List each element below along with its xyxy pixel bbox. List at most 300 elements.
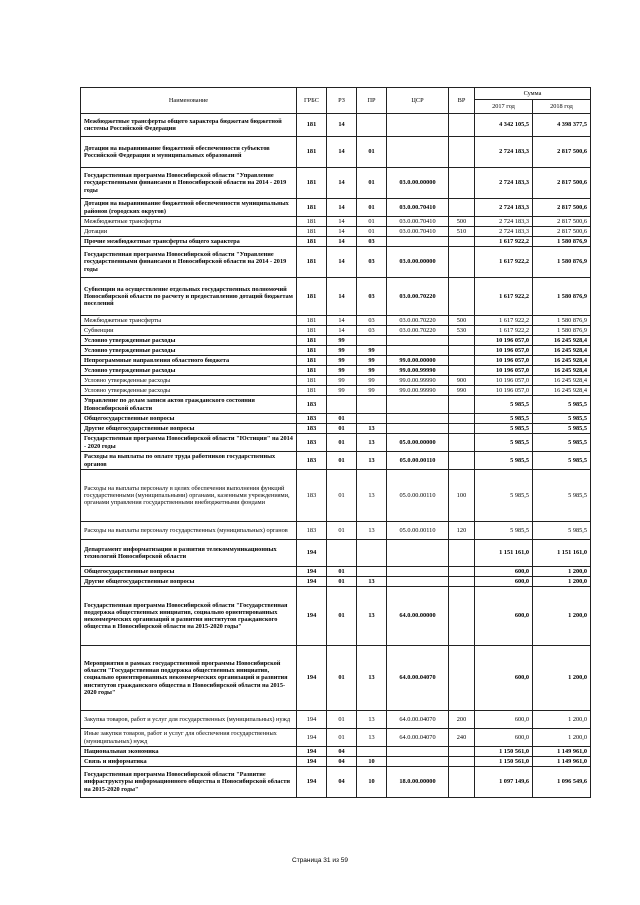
table-row [81, 747, 591, 757]
cell-sum-2017: 600,0 [475, 646, 533, 711]
cell-name: Условно утвержденные расходы [81, 346, 297, 356]
cell-grbs: 194 [297, 577, 327, 587]
cell-grbs: 181 [297, 247, 327, 278]
cell-sum-2017: 1 150 561,0 [475, 757, 533, 767]
cell-sum-2018: 2 817 500,6 [533, 217, 591, 227]
cell-csr: 05.0.00.00110 [387, 452, 449, 470]
cell-vr [449, 540, 475, 567]
cell-vr [449, 247, 475, 278]
cell-csr: 64.0.00.04070 [387, 729, 449, 747]
cell-sum-2017: 5 985,5 [475, 452, 533, 470]
cell-grbs: 194 [297, 767, 327, 798]
cell-sum-2018: 5 985,5 [533, 434, 591, 452]
cell-grbs: 181 [297, 326, 327, 336]
table-row [81, 199, 591, 217]
table-row [81, 386, 591, 396]
cell-csr: 03.0.00.70220 [387, 278, 449, 316]
table-row [81, 434, 591, 452]
cell-csr: 99.0.00.00000 [387, 356, 449, 366]
cell-rz: 01 [327, 522, 357, 540]
cell-rz: 01 [327, 470, 357, 522]
cell-grbs: 183 [297, 452, 327, 470]
cell-vr [449, 356, 475, 366]
table-row [81, 316, 591, 326]
cell-pr: 01 [357, 199, 387, 217]
cell-pr: 99 [357, 386, 387, 396]
cell-name: Государственная программа Новосибирской области "Управление государственными финансами в Новосибирской области на 2014 - 2019 годы [81, 247, 297, 278]
table-row [81, 567, 591, 577]
cell-sum-2018: 1 580 876,9 [533, 316, 591, 326]
cell-rz: 01 [327, 414, 357, 424]
cell-csr: 64.0.00.04070 [387, 711, 449, 729]
cell-sum-2018: 16 245 928,4 [533, 386, 591, 396]
cell-sum-2018: 4 398 377,5 [533, 114, 591, 137]
table-row [81, 278, 591, 316]
cell-rz: 01 [327, 587, 357, 646]
cell-sum-2017: 1 617 922,2 [475, 316, 533, 326]
cell-sum-2018: 1 149 961,0 [533, 757, 591, 767]
cell-pr: 01 [357, 137, 387, 168]
cell-sum-2018: 5 985,5 [533, 522, 591, 540]
cell-sum-2018: 1 580 876,9 [533, 278, 591, 316]
cell-csr [387, 114, 449, 137]
cell-csr [387, 414, 449, 424]
col-header-rz: РЗ [327, 88, 357, 114]
cell-rz: 01 [327, 577, 357, 587]
cell-sum-2018: 1 096 549,6 [533, 767, 591, 798]
cell-csr [387, 747, 449, 757]
cell-grbs: 194 [297, 587, 327, 646]
cell-csr: 05.0.00.00110 [387, 470, 449, 522]
table-row [81, 247, 591, 278]
cell-sum-2018: 2 817 500,6 [533, 168, 591, 199]
cell-name: Прочие межбюджетные трансферты общего характера [81, 237, 297, 247]
cell-rz: 14 [327, 217, 357, 227]
cell-csr [387, 137, 449, 168]
cell-csr: 03.0.00.70410 [387, 199, 449, 217]
table-row [81, 587, 591, 646]
cell-sum-2017: 10 196 057,0 [475, 366, 533, 376]
cell-sum-2018: 1 200,0 [533, 587, 591, 646]
cell-vr [449, 237, 475, 247]
cell-pr [357, 567, 387, 577]
cell-sum-2017: 600,0 [475, 729, 533, 747]
cell-sum-2017: 600,0 [475, 587, 533, 646]
cell-pr: 13 [357, 646, 387, 711]
cell-sum-2017: 2 724 183,3 [475, 137, 533, 168]
cell-name: Расходы на выплаты персоналу в целях обеспечения выполнения функций государственными (муниципальными) органами, казенными учреждениями, органами управления государственными внебюджетными фондами [81, 470, 297, 522]
table-row [81, 137, 591, 168]
cell-grbs: 183 [297, 434, 327, 452]
cell-vr [449, 434, 475, 452]
cell-pr: 99 [357, 366, 387, 376]
cell-grbs: 194 [297, 567, 327, 577]
cell-csr: 05.0.00.00000 [387, 434, 449, 452]
cell-vr [449, 587, 475, 646]
cell-csr: 03.0.00.70220 [387, 316, 449, 326]
cell-csr: 03.0.00.70220 [387, 326, 449, 336]
cell-grbs: 181 [297, 227, 327, 237]
cell-sum-2018: 5 985,5 [533, 396, 591, 414]
cell-name: Иные закупки товаров, работ и услуг для обеспечения государственных (муниципальных) нужд [81, 729, 297, 747]
cell-rz: 14 [327, 168, 357, 199]
cell-pr: 10 [357, 757, 387, 767]
cell-vr: 200 [449, 711, 475, 729]
cell-grbs: 194 [297, 540, 327, 567]
cell-name: Дотации на выравнивание бюджетной обеспеченности муниципальных районов (городских округов) [81, 199, 297, 217]
cell-grbs: 183 [297, 470, 327, 522]
cell-pr [357, 396, 387, 414]
cell-vr [449, 114, 475, 137]
col-header-2017: 2017 год [475, 100, 533, 114]
table-row [81, 577, 591, 587]
cell-name: Расходы на выплаты по оплате труда работников государственных органов [81, 452, 297, 470]
cell-vr: 530 [449, 326, 475, 336]
cell-pr: 03 [357, 278, 387, 316]
cell-sum-2017: 1 617 922,2 [475, 326, 533, 336]
cell-vr [449, 336, 475, 346]
cell-sum-2018: 16 245 928,4 [533, 366, 591, 376]
cell-rz: 99 [327, 356, 357, 366]
cell-sum-2017: 1 150 561,0 [475, 747, 533, 757]
cell-vr [449, 577, 475, 587]
cell-sum-2018: 16 245 928,4 [533, 346, 591, 356]
cell-rz: 01 [327, 452, 357, 470]
cell-grbs: 181 [297, 137, 327, 168]
col-header-sum: Сумма [475, 88, 591, 100]
cell-sum-2018: 1 200,0 [533, 567, 591, 577]
cell-name: Департамент информатизации и развития телекоммуникационных технологий Новосибирской области [81, 540, 297, 567]
cell-vr: 900 [449, 376, 475, 386]
cell-sum-2017: 2 724 183,3 [475, 199, 533, 217]
cell-sum-2018: 1 200,0 [533, 729, 591, 747]
cell-sum-2018: 5 985,5 [533, 470, 591, 522]
cell-name: Государственная программа Новосибирской области "Государственная поддержка общественных инициатив, социально ориентированных некоммерческих организаций и развития институтов гражданского общества в Новосибирской области на 2015-2020 годы" [81, 587, 297, 646]
cell-name: Условно утвержденные расходы [81, 366, 297, 376]
cell-name: Условно утвержденные расходы [81, 376, 297, 386]
cell-pr: 03 [357, 237, 387, 247]
cell-rz: 14 [327, 247, 357, 278]
cell-rz: 14 [327, 199, 357, 217]
cell-sum-2018: 1 200,0 [533, 577, 591, 587]
cell-pr: 13 [357, 470, 387, 522]
cell-sum-2018: 1 149 961,0 [533, 747, 591, 757]
cell-csr [387, 237, 449, 247]
cell-sum-2018: 1 200,0 [533, 711, 591, 729]
cell-vr [449, 757, 475, 767]
cell-name: Дотации [81, 227, 297, 237]
cell-grbs: 183 [297, 522, 327, 540]
cell-csr [387, 540, 449, 567]
cell-name: Государственная программа Новосибирской области "Юстиция" на 2014 - 2020 годы [81, 434, 297, 452]
table-row [81, 168, 591, 199]
cell-pr: 13 [357, 587, 387, 646]
cell-rz: 04 [327, 757, 357, 767]
cell-sum-2018: 5 985,5 [533, 424, 591, 434]
cell-sum-2017: 5 985,5 [475, 414, 533, 424]
col-header-csr: ЦСР [387, 88, 449, 114]
cell-grbs: 194 [297, 711, 327, 729]
cell-name: Национальная экономика [81, 747, 297, 757]
cell-rz: 01 [327, 711, 357, 729]
cell-sum-2017: 1 617 922,2 [475, 247, 533, 278]
cell-vr [449, 414, 475, 424]
cell-name: Дотации на выравнивание бюджетной обеспеченности субъектов Российской Федерации и муниципальных образований [81, 137, 297, 168]
page-footer: Страница 31 из 59 [292, 857, 348, 864]
cell-sum-2017: 600,0 [475, 711, 533, 729]
cell-name: Межбюджетные трансферты [81, 316, 297, 326]
cell-name: Условно утвержденные расходы [81, 386, 297, 396]
cell-grbs: 181 [297, 346, 327, 356]
table-row [81, 376, 591, 386]
budget-document [80, 87, 590, 798]
cell-vr: 500 [449, 316, 475, 326]
cell-rz: 14 [327, 278, 357, 316]
cell-name: Субвенции на осуществление отдельных государственных полномочий Новосибирской области по расчету и предоставлению дотаций бюджетам поселений [81, 278, 297, 316]
cell-pr: 13 [357, 522, 387, 540]
cell-rz: 04 [327, 747, 357, 757]
cell-rz: 14 [327, 316, 357, 326]
cell-vr [449, 452, 475, 470]
table-row [81, 767, 591, 798]
col-header-vr: ВР [449, 88, 475, 114]
cell-sum-2017: 10 196 057,0 [475, 346, 533, 356]
cell-vr: 510 [449, 227, 475, 237]
cell-vr: 120 [449, 522, 475, 540]
cell-grbs: 181 [297, 376, 327, 386]
cell-csr [387, 336, 449, 346]
cell-grbs: 181 [297, 316, 327, 326]
cell-sum-2017: 5 985,5 [475, 522, 533, 540]
cell-rz: 01 [327, 424, 357, 434]
cell-name: Другие общегосударственные вопросы [81, 577, 297, 587]
cell-vr: 240 [449, 729, 475, 747]
cell-name: Управление по делам записи актов гражданского состояния Новосибирской области [81, 396, 297, 414]
table-row [81, 336, 591, 346]
cell-grbs: 181 [297, 199, 327, 217]
table-row [81, 346, 591, 356]
table-row [81, 356, 591, 366]
cell-name: Государственная программа Новосибирской области "Управление государственными финансами в Новосибирской области на 2014 - 2019 годы [81, 168, 297, 199]
cell-pr: 10 [357, 767, 387, 798]
cell-sum-2017: 10 196 057,0 [475, 356, 533, 366]
budget-table [80, 87, 591, 798]
cell-pr: 13 [357, 711, 387, 729]
cell-sum-2017: 5 985,5 [475, 434, 533, 452]
table-body [81, 114, 591, 798]
cell-pr [357, 414, 387, 424]
cell-grbs: 194 [297, 747, 327, 757]
cell-name: Государственная программа Новосибирской области "Развитие инфраструктуры информационного общества в Новосибирской области на 2015-2020 годы" [81, 767, 297, 798]
cell-csr [387, 757, 449, 767]
cell-sum-2018: 16 245 928,4 [533, 376, 591, 386]
cell-sum-2018: 16 245 928,4 [533, 356, 591, 366]
cell-name: Межбюджетные трансферты общего характера бюджетам бюджетной системы Российской Федерации [81, 114, 297, 137]
cell-sum-2017: 2 724 183,3 [475, 168, 533, 199]
cell-name: Закупка товаров, работ и услуг для государственных (муниципальных) нужд [81, 711, 297, 729]
cell-grbs: 181 [297, 217, 327, 227]
cell-pr [357, 747, 387, 757]
cell-rz: 14 [327, 326, 357, 336]
col-header-2018: 2018 год [533, 100, 591, 114]
cell-vr [449, 199, 475, 217]
cell-name: Общегосударственные вопросы [81, 414, 297, 424]
cell-rz: 01 [327, 567, 357, 577]
table-row [81, 452, 591, 470]
cell-name: Межбюджетные трансферты [81, 217, 297, 227]
cell-rz: 14 [327, 227, 357, 237]
cell-rz: 04 [327, 767, 357, 798]
cell-pr: 13 [357, 424, 387, 434]
cell-rz [327, 396, 357, 414]
cell-rz: 14 [327, 237, 357, 247]
table-row [81, 522, 591, 540]
cell-rz: 01 [327, 646, 357, 711]
cell-sum-2017: 5 985,5 [475, 470, 533, 522]
cell-vr [449, 366, 475, 376]
cell-vr [449, 747, 475, 757]
cell-sum-2017: 10 196 057,0 [475, 336, 533, 346]
cell-rz: 99 [327, 346, 357, 356]
cell-pr [357, 336, 387, 346]
cell-sum-2018: 1 580 876,9 [533, 326, 591, 336]
col-header-pr: ПР [357, 88, 387, 114]
cell-vr: 990 [449, 386, 475, 396]
cell-grbs: 181 [297, 336, 327, 346]
table-row [81, 711, 591, 729]
cell-pr: 03 [357, 247, 387, 278]
cell-vr: 100 [449, 470, 475, 522]
cell-pr: 03 [357, 326, 387, 336]
cell-pr [357, 114, 387, 137]
cell-pr [357, 540, 387, 567]
cell-sum-2017: 1 617 922,2 [475, 278, 533, 316]
cell-name: Условно утвержденные расходы [81, 336, 297, 346]
cell-rz: 99 [327, 366, 357, 376]
col-header-grbs: ГРБС [297, 88, 327, 114]
table-row [81, 470, 591, 522]
cell-grbs: 183 [297, 414, 327, 424]
table-row [81, 646, 591, 711]
cell-sum-2018: 1 580 876,9 [533, 247, 591, 278]
cell-sum-2018: 1 200,0 [533, 646, 591, 711]
cell-csr: 64.0.00.00000 [387, 587, 449, 646]
cell-name: Связь и информатика [81, 757, 297, 767]
cell-grbs: 194 [297, 646, 327, 711]
cell-sum-2017: 1 617 922,2 [475, 237, 533, 247]
cell-pr: 13 [357, 434, 387, 452]
cell-sum-2017: 1 151 161,0 [475, 540, 533, 567]
cell-pr: 13 [357, 577, 387, 587]
cell-sum-2018: 16 245 928,4 [533, 336, 591, 346]
table-row [81, 396, 591, 414]
cell-sum-2017: 5 985,5 [475, 396, 533, 414]
cell-grbs: 181 [297, 278, 327, 316]
cell-csr: 03.0.00.70410 [387, 227, 449, 237]
cell-pr: 01 [357, 217, 387, 227]
cell-rz [327, 540, 357, 567]
cell-grbs: 183 [297, 396, 327, 414]
table-row [81, 217, 591, 227]
table-row [81, 366, 591, 376]
cell-grbs: 181 [297, 114, 327, 137]
cell-vr [449, 396, 475, 414]
cell-sum-2018: 1 580 876,9 [533, 237, 591, 247]
cell-vr: 500 [449, 217, 475, 227]
cell-csr: 03.0.00.00000 [387, 247, 449, 278]
cell-rz: 99 [327, 376, 357, 386]
col-header-name: Наименование [81, 88, 297, 114]
cell-name: Общегосударственные вопросы [81, 567, 297, 577]
table-row [81, 114, 591, 137]
cell-grbs: 194 [297, 729, 327, 747]
cell-sum-2017: 2 724 183,3 [475, 217, 533, 227]
cell-grbs: 181 [297, 168, 327, 199]
cell-pr: 99 [357, 356, 387, 366]
cell-grbs: 181 [297, 386, 327, 396]
cell-sum-2018: 2 817 500,6 [533, 199, 591, 217]
cell-pr: 13 [357, 729, 387, 747]
cell-csr: 05.0.00.00110 [387, 522, 449, 540]
cell-vr [449, 767, 475, 798]
cell-pr: 01 [357, 227, 387, 237]
cell-sum-2018: 5 985,5 [533, 414, 591, 424]
cell-csr [387, 346, 449, 356]
cell-csr: 03.0.00.00000 [387, 168, 449, 199]
cell-sum-2017: 2 724 183,3 [475, 227, 533, 237]
table-row [81, 757, 591, 767]
header-row-top [81, 88, 591, 100]
cell-sum-2018: 5 985,5 [533, 452, 591, 470]
cell-csr: 03.0.00.70410 [387, 217, 449, 227]
cell-name: Расходы на выплаты персоналу государственных (муниципальных) органов [81, 522, 297, 540]
cell-sum-2017: 10 196 057,0 [475, 386, 533, 396]
cell-sum-2017: 600,0 [475, 577, 533, 587]
cell-pr: 03 [357, 316, 387, 326]
table-row [81, 729, 591, 747]
cell-vr [449, 424, 475, 434]
table-row [81, 326, 591, 336]
cell-csr: 99.0.00.99990 [387, 366, 449, 376]
cell-csr [387, 567, 449, 577]
cell-sum-2017: 1 097 149,6 [475, 767, 533, 798]
cell-rz: 99 [327, 386, 357, 396]
cell-csr [387, 424, 449, 434]
cell-pr: 99 [357, 376, 387, 386]
cell-vr [449, 278, 475, 316]
cell-sum-2018: 1 151 161,0 [533, 540, 591, 567]
cell-name: Другие общегосударственные вопросы [81, 424, 297, 434]
table-row [81, 227, 591, 237]
cell-name: Мероприятия в рамках государственной программы Новосибирской области "Государственная поддержка общественных инициатив, социально ориентированных некоммерческих организаций и развития институтов гражданского общества в Новосибирской области на 2015-2020 годы" [81, 646, 297, 711]
cell-csr [387, 577, 449, 587]
cell-csr: 18.0.00.00000 [387, 767, 449, 798]
cell-pr: 99 [357, 346, 387, 356]
cell-csr: 99.0.00.99990 [387, 386, 449, 396]
cell-pr: 01 [357, 168, 387, 199]
cell-vr [449, 137, 475, 168]
table-row [81, 237, 591, 247]
cell-rz: 01 [327, 434, 357, 452]
cell-grbs: 183 [297, 424, 327, 434]
cell-rz: 01 [327, 729, 357, 747]
cell-sum-2018: 2 817 500,6 [533, 227, 591, 237]
cell-grbs: 194 [297, 757, 327, 767]
table-row [81, 414, 591, 424]
table-row [81, 424, 591, 434]
cell-grbs: 181 [297, 356, 327, 366]
cell-vr [449, 567, 475, 577]
